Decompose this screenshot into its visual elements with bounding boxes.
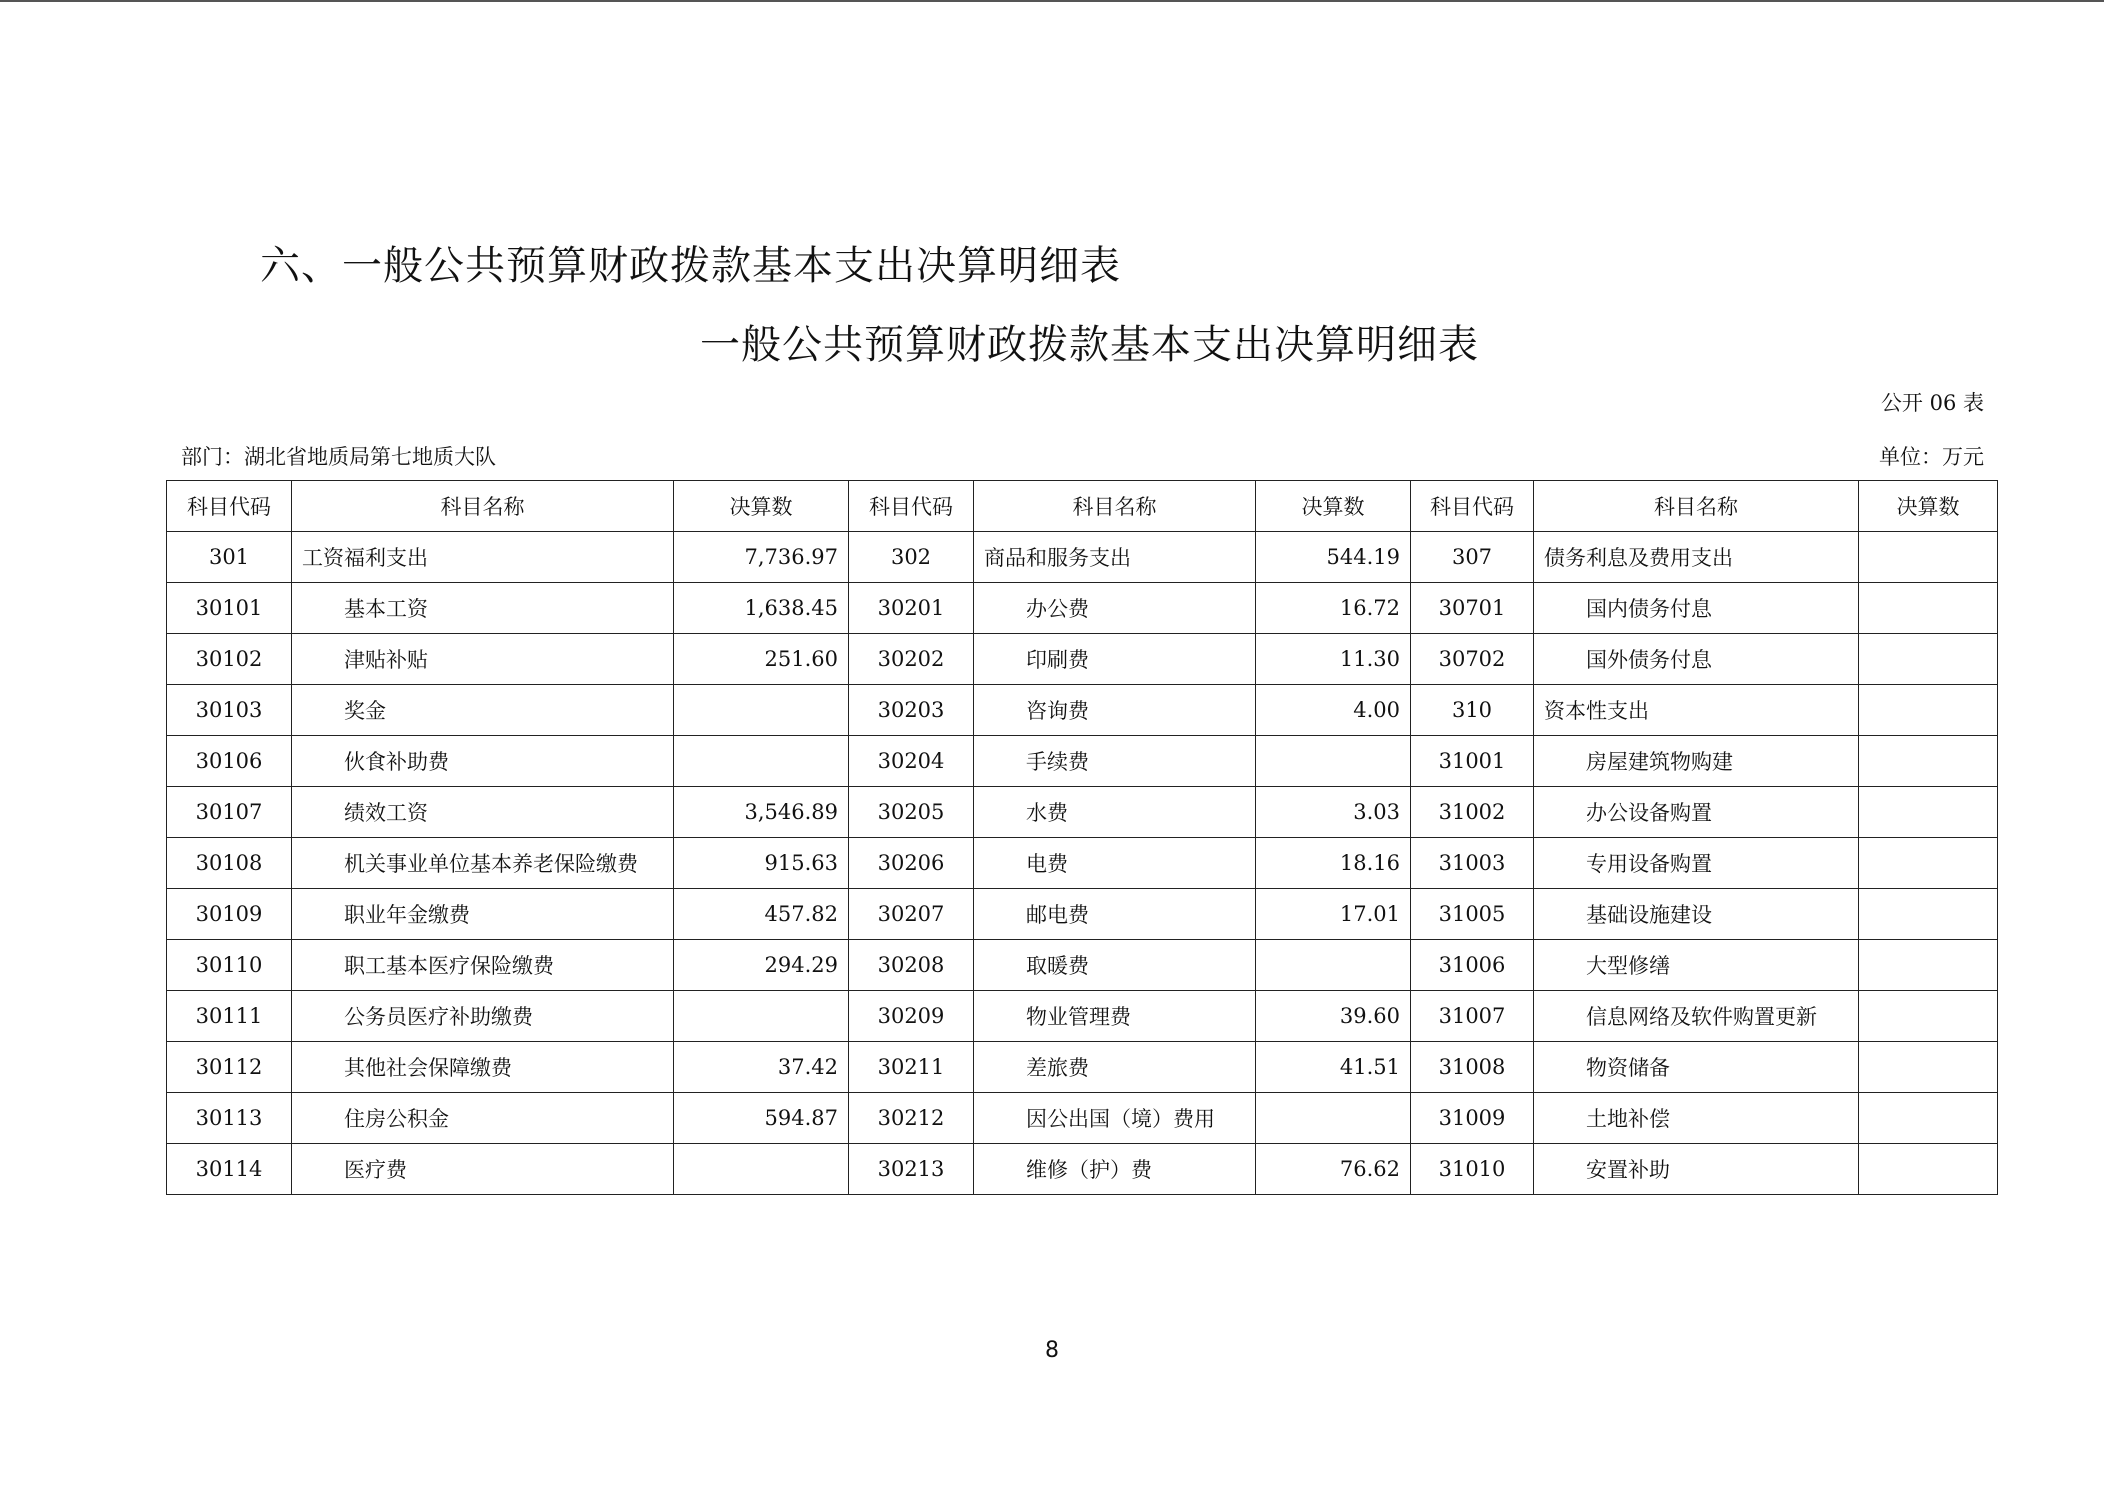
amount-cell: [1256, 940, 1411, 991]
subject-code-cell: 31009: [1411, 1093, 1534, 1144]
subject-code-cell: 30211: [849, 1042, 974, 1093]
amount-cell: [1859, 532, 1998, 583]
subject-name-cell: 商品和服务支出: [974, 532, 1256, 583]
subject-code-cell: 31008: [1411, 1042, 1534, 1093]
subject-code-cell: 30106: [167, 736, 292, 787]
subject-code-cell: 30108: [167, 838, 292, 889]
subject-code-cell: 31003: [1411, 838, 1534, 889]
table-title: 一般公共预算财政拨款基本支出决算明细表: [700, 322, 1479, 368]
subject-code-cell: 30208: [849, 940, 974, 991]
page-number: 8: [1045, 1338, 1059, 1363]
subject-code-cell: 31001: [1411, 736, 1534, 787]
subject-code-cell: 31007: [1411, 991, 1534, 1042]
subject-name-cell: 奖金: [292, 685, 674, 736]
subject-code-cell: 302: [849, 532, 974, 583]
amount-cell: 457.82: [674, 889, 849, 940]
subject-name-cell: 办公费: [974, 583, 1256, 634]
subject-code-cell: 30101: [167, 583, 292, 634]
subject-code-cell: 30111: [167, 991, 292, 1042]
subject-name-cell: 基础设施建设: [1534, 889, 1859, 940]
subject-name-cell: 专用设备购置: [1534, 838, 1859, 889]
subject-code-cell: 30107: [167, 787, 292, 838]
subject-name-cell: 绩效工资: [292, 787, 674, 838]
amount-cell: 915.63: [674, 838, 849, 889]
table-row: [167, 838, 1998, 889]
section-title: 六、一般公共预算财政拨款基本支出决算明细表: [260, 243, 1121, 289]
subject-name-cell: 债务利息及费用支出: [1534, 532, 1859, 583]
header-code-2: 科目代码: [849, 481, 974, 532]
subject-name-cell: 津贴补贴: [292, 634, 674, 685]
subject-name-cell: 房屋建筑物购建: [1534, 736, 1859, 787]
subject-name-cell: 其他社会保障缴费: [292, 1042, 674, 1093]
subject-code-cell: 30212: [849, 1093, 974, 1144]
subject-name-cell: 公务员医疗补助缴费: [292, 991, 674, 1042]
table-row: [167, 940, 1998, 991]
subject-code-cell: 30202: [849, 634, 974, 685]
subject-code-cell: 30201: [849, 583, 974, 634]
department-label: 部门：湖北省地质局第七地质大队: [181, 445, 496, 469]
expenditure-detail-table: [166, 480, 1998, 1195]
header-amount-2: 决算数: [1256, 481, 1411, 532]
table-row: [167, 532, 1998, 583]
amount-cell: [1859, 838, 1998, 889]
table-row: [167, 787, 1998, 838]
header-name-3: 科目名称: [1534, 481, 1859, 532]
subject-name-cell: 大型修缮: [1534, 940, 1859, 991]
subject-code-cell: 30203: [849, 685, 974, 736]
subject-code-cell: 30204: [849, 736, 974, 787]
subject-code-cell: 301: [167, 532, 292, 583]
subject-code-cell: 30702: [1411, 634, 1534, 685]
subject-name-cell: 邮电费: [974, 889, 1256, 940]
subject-code-cell: 30102: [167, 634, 292, 685]
amount-cell: 16.72: [1256, 583, 1411, 634]
amount-cell: 18.16: [1256, 838, 1411, 889]
subject-name-cell: 水费: [974, 787, 1256, 838]
amount-cell: [1256, 736, 1411, 787]
header-amount-1: 决算数: [674, 481, 849, 532]
amount-cell: 76.62: [1256, 1144, 1411, 1195]
subject-code-cell: 30103: [167, 685, 292, 736]
table-row: [167, 1042, 1998, 1093]
subject-name-cell: 医疗费: [292, 1144, 674, 1195]
subject-code-cell: 30112: [167, 1042, 292, 1093]
subject-code-cell: 30113: [167, 1093, 292, 1144]
amount-cell: 11.30: [1256, 634, 1411, 685]
table-row: [167, 583, 1998, 634]
table-row: [167, 889, 1998, 940]
subject-code-cell: 31010: [1411, 1144, 1534, 1195]
subject-name-cell: 国内债务付息: [1534, 583, 1859, 634]
table-row: [167, 736, 1998, 787]
unit-label: 单位：万元: [1879, 445, 1984, 469]
subject-code-cell: 30209: [849, 991, 974, 1042]
subject-name-cell: 住房公积金: [292, 1093, 674, 1144]
amount-cell: 4.00: [1256, 685, 1411, 736]
amount-cell: 41.51: [1256, 1042, 1411, 1093]
subject-code-cell: 30206: [849, 838, 974, 889]
amount-cell: [1859, 736, 1998, 787]
top-border-rule: [0, 0, 2104, 2]
table-row: [167, 1093, 1998, 1144]
amount-cell: [674, 1144, 849, 1195]
table-row: [167, 685, 1998, 736]
subject-name-cell: 土地补偿: [1534, 1093, 1859, 1144]
subject-name-cell: 手续费: [974, 736, 1256, 787]
subject-name-cell: 办公设备购置: [1534, 787, 1859, 838]
table-row: [167, 634, 1998, 685]
amount-cell: [1859, 889, 1998, 940]
amount-cell: [674, 736, 849, 787]
subject-code-cell: 30701: [1411, 583, 1534, 634]
subject-name-cell: 印刷费: [974, 634, 1256, 685]
subject-name-cell: 伙食补助费: [292, 736, 674, 787]
amount-cell: 37.42: [674, 1042, 849, 1093]
subject-code-cell: 30205: [849, 787, 974, 838]
amount-cell: [1859, 991, 1998, 1042]
subject-code-cell: 31002: [1411, 787, 1534, 838]
table-row: [167, 991, 1998, 1042]
header-amount-3: 决算数: [1859, 481, 1998, 532]
amount-cell: [1859, 1144, 1998, 1195]
subject-code-cell: 30213: [849, 1144, 974, 1195]
form-number: 公开 06 表: [1880, 391, 1984, 415]
subject-code-cell: 30207: [849, 889, 974, 940]
subject-name-cell: 职业年金缴费: [292, 889, 674, 940]
subject-name-cell: 因公出国（境）费用: [974, 1093, 1256, 1144]
header-code-3: 科目代码: [1411, 481, 1534, 532]
table-header-row: [167, 481, 1998, 532]
amount-cell: [1256, 1093, 1411, 1144]
amount-cell: [1859, 685, 1998, 736]
subject-name-cell: 机关事业单位基本养老保险缴费: [292, 838, 674, 889]
amount-cell: 1,638.45: [674, 583, 849, 634]
subject-name-cell: 电费: [974, 838, 1256, 889]
subject-code-cell: 30114: [167, 1144, 292, 1195]
subject-name-cell: 差旅费: [974, 1042, 1256, 1093]
subject-name-cell: 职工基本医疗保险缴费: [292, 940, 674, 991]
subject-name-cell: 物资储备: [1534, 1042, 1859, 1093]
amount-cell: 544.19: [1256, 532, 1411, 583]
subject-code-cell: 31005: [1411, 889, 1534, 940]
amount-cell: 17.01: [1256, 889, 1411, 940]
amount-cell: [1859, 787, 1998, 838]
amount-cell: 39.60: [1256, 991, 1411, 1042]
amount-cell: [674, 991, 849, 1042]
amount-cell: 251.60: [674, 634, 849, 685]
header-code-1: 科目代码: [167, 481, 292, 532]
subject-name-cell: 基本工资: [292, 583, 674, 634]
amount-cell: [1859, 940, 1998, 991]
amount-cell: [1859, 1042, 1998, 1093]
table-row: [167, 1144, 1998, 1195]
amount-cell: 294.29: [674, 940, 849, 991]
amount-cell: 3,546.89: [674, 787, 849, 838]
amount-cell: [1859, 583, 1998, 634]
amount-cell: 7,736.97: [674, 532, 849, 583]
subject-code-cell: 30110: [167, 940, 292, 991]
subject-code-cell: 31006: [1411, 940, 1534, 991]
subject-name-cell: 物业管理费: [974, 991, 1256, 1042]
header-name-2: 科目名称: [974, 481, 1256, 532]
subject-code-cell: 310: [1411, 685, 1534, 736]
header-name-1: 科目名称: [292, 481, 674, 532]
subject-name-cell: 信息网络及软件购置更新: [1534, 991, 1859, 1042]
amount-cell: [1859, 634, 1998, 685]
amount-cell: 594.87: [674, 1093, 849, 1144]
amount-cell: [1859, 1093, 1998, 1144]
amount-cell: [674, 685, 849, 736]
subject-code-cell: 30109: [167, 889, 292, 940]
subject-name-cell: 工资福利支出: [292, 532, 674, 583]
amount-cell: 3.03: [1256, 787, 1411, 838]
subject-name-cell: 资本性支出: [1534, 685, 1859, 736]
subject-name-cell: 国外债务付息: [1534, 634, 1859, 685]
subject-code-cell: 307: [1411, 532, 1534, 583]
subject-name-cell: 取暖费: [974, 940, 1256, 991]
subject-name-cell: 安置补助: [1534, 1144, 1859, 1195]
subject-name-cell: 咨询费: [974, 685, 1256, 736]
subject-name-cell: 维修（护）费: [974, 1144, 1256, 1195]
